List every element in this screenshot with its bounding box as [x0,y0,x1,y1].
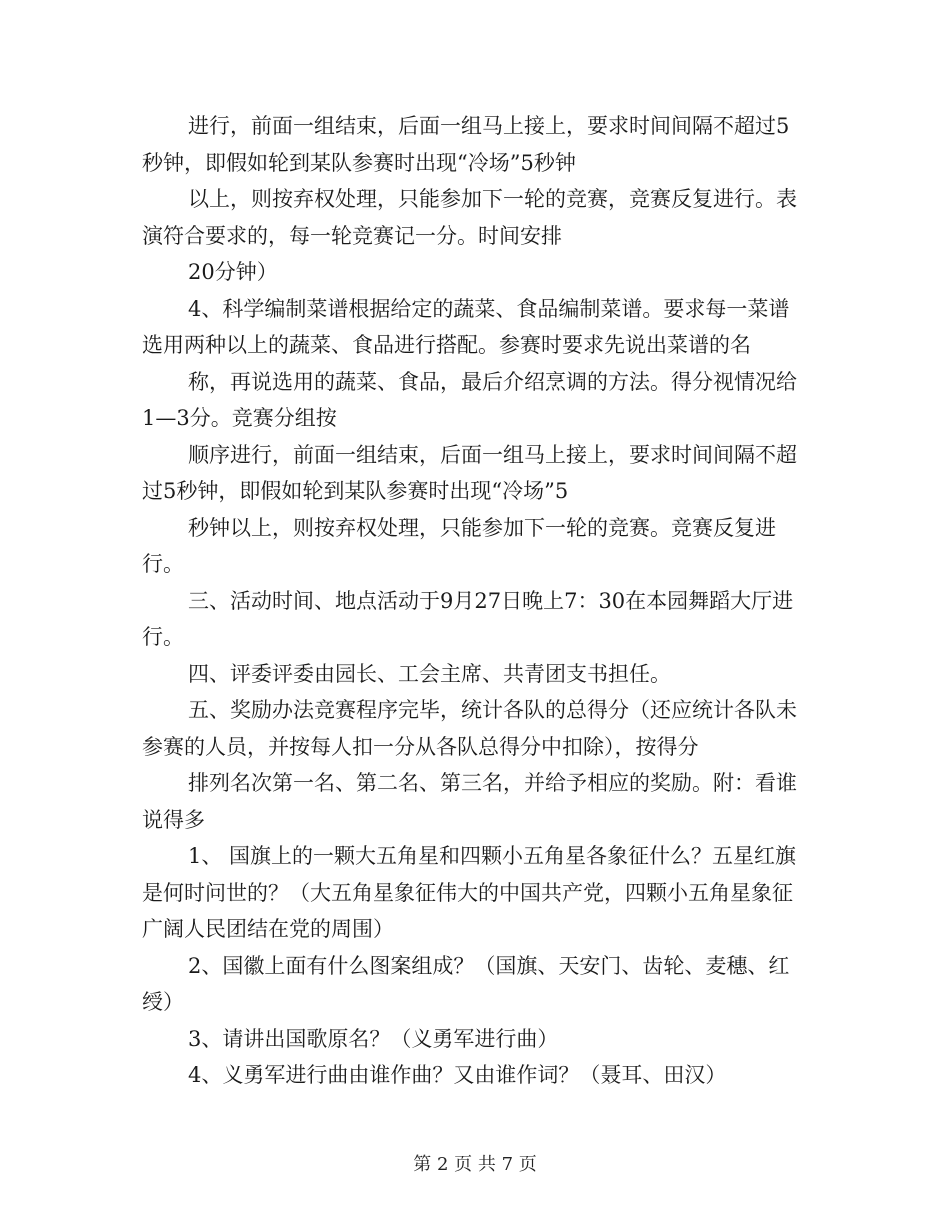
paragraph: 1、 国旗上的一颗大五角星和四颗小五角星各象征什么？五星红旗是何时问世的？（大五角星象征伟大的中国共产党，四颗小五角星象征广阔人民团结在党的周围） [142,844,797,941]
paragraph: 4、义勇军进行曲由谁作曲？又由谁作词？（聂耳、田汉） [188,1063,727,1087]
paragraph: 称，再说选用的蔬菜、食品，最后介绍烹调的方法。得分视情况给1—3分。竞赛分组按 [142,369,797,430]
page-number-footer: 第 2 页 共 7 页 [413,1154,537,1175]
paragraph: 五、奖励办法竞赛程序完毕，统计各队的总得分（还应统计各队未参赛的人员，并按每人扣一分从各队总得分中扣除），按得分 [142,698,797,759]
paragraph: 2、国徽上面有什么图案组成？（国旗、天安门、齿轮、麦穗、红绶） [142,953,790,1014]
paragraph: 秒钟以上，则按弃权处理，只能参加下一轮的竞赛。竞赛反复进行。 [142,515,776,576]
paragraph: 四、评委评委由园长、工会主席、共青团支书担任。 [188,661,671,686]
paragraph: 顺序进行，前面一组结束，后面一组马上接上，要求时间间隔不超过5秒钟，即假如轮到某队参赛时出现“冷场”5 [142,442,797,503]
paragraph: 排列名次第一名、第二名、第三名，并给予相应的奖励。附：看谁说得多 [142,771,797,832]
document-body [142,108,810,1094]
paragraph: 以上，则按弃权处理，只能参加下一轮的竞赛，竞赛反复进行。表演符合要求的，每一轮竞赛记一分。时间安排 [142,187,797,248]
paragraph: 三、活动时间、地点活动于9月27日晚上7：30在本园舞蹈大厅进行。 [142,588,794,649]
paragraph: 4、科学编制菜谱根据给定的蔬菜、食品编制菜谱。要求每一菜谱选用两种以上的蔬菜、食品进行搭配。参赛时要求先说出菜谱的名 [142,296,790,357]
paragraph: 3、请讲出国歌原名？（义勇军进行曲） [188,1026,559,1051]
paragraph: 进行，前面一组结束，后面一组马上接上，要求时间间隔不超过5秒钟，即假如轮到某队参赛时出现“冷场”5秒钟 [142,114,790,175]
paragraph: 20分钟） [188,260,278,284]
